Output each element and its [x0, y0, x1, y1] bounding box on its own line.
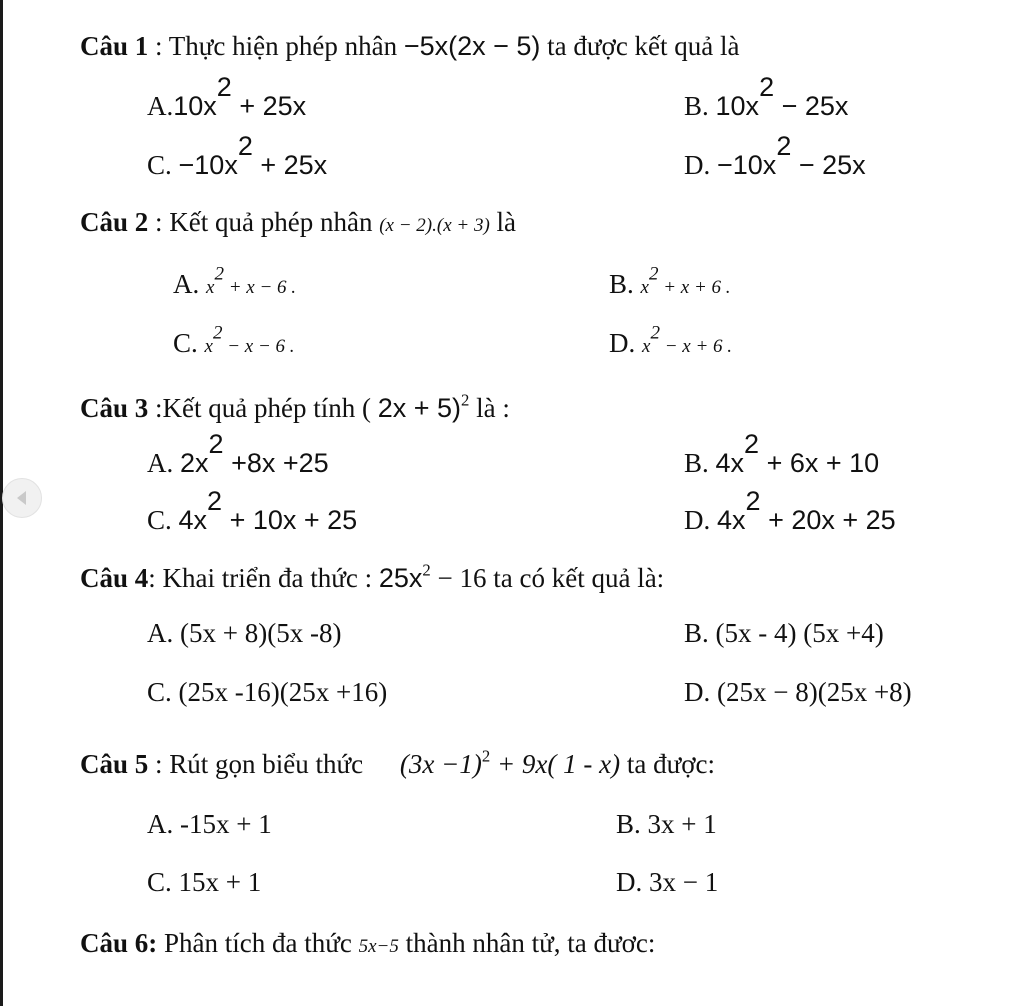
option-expression: (25x − 8)(25x +8)	[717, 677, 912, 707]
answer-option-c[interactable]	[173, 322, 295, 363]
answer-option-d[interactable]	[684, 676, 912, 708]
question-label: Câu 2	[80, 207, 149, 237]
answer-option-a[interactable]	[147, 429, 329, 479]
option-letter: C.	[147, 504, 172, 535]
question-text: : Khai triển đa thức :	[148, 563, 379, 593]
option-letter: D.	[684, 149, 711, 180]
option-letter: C.	[147, 677, 172, 707]
question-expression-rest: + 9x( 1 - x)	[490, 749, 621, 779]
question-text: : Kết quả phép nhân	[148, 207, 380, 237]
question-2	[80, 206, 516, 242]
answer-option-d[interactable]	[684, 131, 866, 181]
answer-option-b[interactable]	[684, 429, 880, 479]
question-5	[80, 748, 715, 780]
question-text: Phân tích đa thức	[157, 928, 359, 958]
answer-option-a[interactable]	[147, 808, 272, 840]
option-expression-rest: − x − 6 .	[222, 336, 295, 357]
option-letter: B.	[609, 269, 634, 299]
option-exponent: 2	[648, 263, 659, 285]
question-text: : Thực hiện phép nhân	[148, 31, 404, 61]
answer-option-c[interactable]	[147, 676, 387, 708]
option-letter: A.	[173, 269, 200, 299]
option-expression-rest: + x + 6 .	[658, 277, 731, 298]
option-letter: B.	[684, 90, 709, 121]
answer-option-a[interactable]	[147, 617, 341, 649]
option-letter: A.	[147, 809, 174, 839]
question-label: Câu 5	[80, 749, 149, 779]
answer-option-c[interactable]	[147, 866, 261, 898]
option-expression: (25x -16)(25x +16)	[178, 677, 388, 707]
option-expression-rest: + x − 6 .	[223, 277, 297, 298]
option-letter: C.	[147, 149, 172, 180]
option-expression: −10x	[178, 149, 238, 180]
question-text-end: ta được kết quả là	[540, 31, 740, 61]
option-exponent: 2	[237, 131, 253, 161]
option-letter: D.	[684, 504, 711, 535]
option-exponent: 2	[216, 72, 232, 102]
option-expression-rest: + 6x + 10	[759, 447, 880, 478]
question-text: :Kết quả phép tính (	[148, 393, 378, 423]
question-3	[80, 392, 510, 424]
option-expression-rest: + 20x + 25	[760, 504, 896, 535]
question-6	[80, 927, 655, 963]
answer-option-c[interactable]	[147, 486, 358, 536]
question-label: Câu 1	[80, 31, 149, 61]
option-exponent: 2	[207, 486, 223, 516]
option-letter: D.	[684, 677, 711, 707]
question-label: Câu 3	[80, 393, 149, 423]
option-exponent: 2	[214, 263, 224, 285]
option-expression: 4x	[717, 504, 746, 535]
option-letter: C.	[173, 328, 198, 358]
option-expression: 4x	[178, 504, 208, 535]
option-expression: 15x + 1	[178, 867, 262, 897]
option-expression: 2x	[180, 447, 209, 478]
question-1	[80, 30, 740, 62]
option-expression: (5x - 4) (5x +4)	[715, 618, 884, 648]
option-expression: -15x + 1	[180, 809, 272, 839]
question-exponent: 2	[481, 746, 491, 766]
question-text-end: ta có kết quả là:	[486, 563, 665, 593]
question-expression-rest: − 16	[430, 563, 487, 593]
previous-page-button[interactable]	[2, 478, 42, 518]
option-expression-rest: − 25x	[791, 149, 866, 180]
question-text-end: ta được:	[620, 749, 716, 779]
option-expression: (5x + 8)(5x -8)	[180, 618, 342, 648]
answer-option-a[interactable]	[173, 263, 297, 304]
answer-option-a[interactable]	[147, 72, 307, 122]
question-text-end: là	[489, 207, 517, 237]
option-letter: B.	[684, 447, 709, 478]
answer-option-c[interactable]	[147, 131, 328, 181]
option-expression: 4x	[715, 447, 745, 478]
option-letter: D.	[616, 867, 643, 897]
question-text-end: thành nhân tử, ta đươc:	[398, 928, 656, 958]
option-expression: −10x	[717, 149, 777, 180]
question-label: Câu 4	[80, 563, 149, 593]
question-expression: 25x	[378, 563, 423, 593]
answer-option-b[interactable]	[684, 72, 849, 122]
option-expression-rest: − 25x	[774, 90, 849, 121]
question-4	[80, 562, 664, 594]
option-expression: 3x + 1	[647, 809, 717, 839]
question-exponent: 2	[461, 390, 470, 410]
option-expression: 3x − 1	[649, 867, 719, 897]
option-exponent: 2	[745, 486, 761, 516]
option-expression-rest: +8x +25	[223, 447, 329, 478]
question-text-end: là :	[469, 393, 510, 423]
option-letter: B.	[684, 618, 709, 648]
option-expression-rest: + 25x	[252, 149, 328, 180]
option-expression-rest: + 25x	[231, 90, 307, 121]
option-expression-rest: − x + 6 .	[659, 336, 733, 357]
question-exponent: 2	[422, 560, 431, 580]
question-text: : Rút gọn biểu thức	[148, 749, 370, 779]
option-expression: x	[204, 336, 213, 357]
answer-option-d[interactable]	[684, 486, 896, 536]
question-expression: 2x + 5)	[377, 393, 462, 423]
option-expression: 10x	[173, 90, 217, 121]
question-expression: 5x−5	[358, 936, 399, 957]
option-exponent: 2	[650, 322, 660, 344]
option-letter: A.	[147, 447, 174, 478]
answer-option-d[interactable]	[616, 866, 718, 898]
option-letter: A.	[147, 618, 174, 648]
option-expression: x	[206, 277, 215, 298]
option-letter: A.	[147, 90, 174, 121]
option-expression: x	[642, 336, 651, 357]
option-exponent: 2	[776, 131, 792, 161]
option-letter: D.	[609, 328, 636, 358]
question-label: Câu 6:	[80, 928, 158, 958]
answer-option-d[interactable]	[609, 322, 733, 363]
question-expression: (x − 2).(x + 3)	[379, 215, 490, 236]
chevron-left-icon	[17, 491, 26, 505]
option-letter: C.	[147, 867, 172, 897]
question-expression: −5x(2x − 5)	[403, 31, 541, 61]
option-expression-rest: + 10x + 25	[222, 504, 358, 535]
answer-option-b[interactable]	[609, 263, 731, 304]
option-letter: B.	[616, 809, 641, 839]
option-exponent: 2	[208, 429, 224, 459]
question-expression: (3x −1)	[399, 749, 482, 779]
answer-option-b[interactable]	[684, 617, 884, 649]
option-expression: 10x	[715, 90, 760, 121]
option-exponent: 2	[759, 72, 775, 102]
option-exponent: 2	[212, 322, 223, 344]
answer-option-b[interactable]	[616, 808, 717, 840]
option-expression: x	[640, 277, 649, 298]
option-exponent: 2	[744, 429, 760, 459]
